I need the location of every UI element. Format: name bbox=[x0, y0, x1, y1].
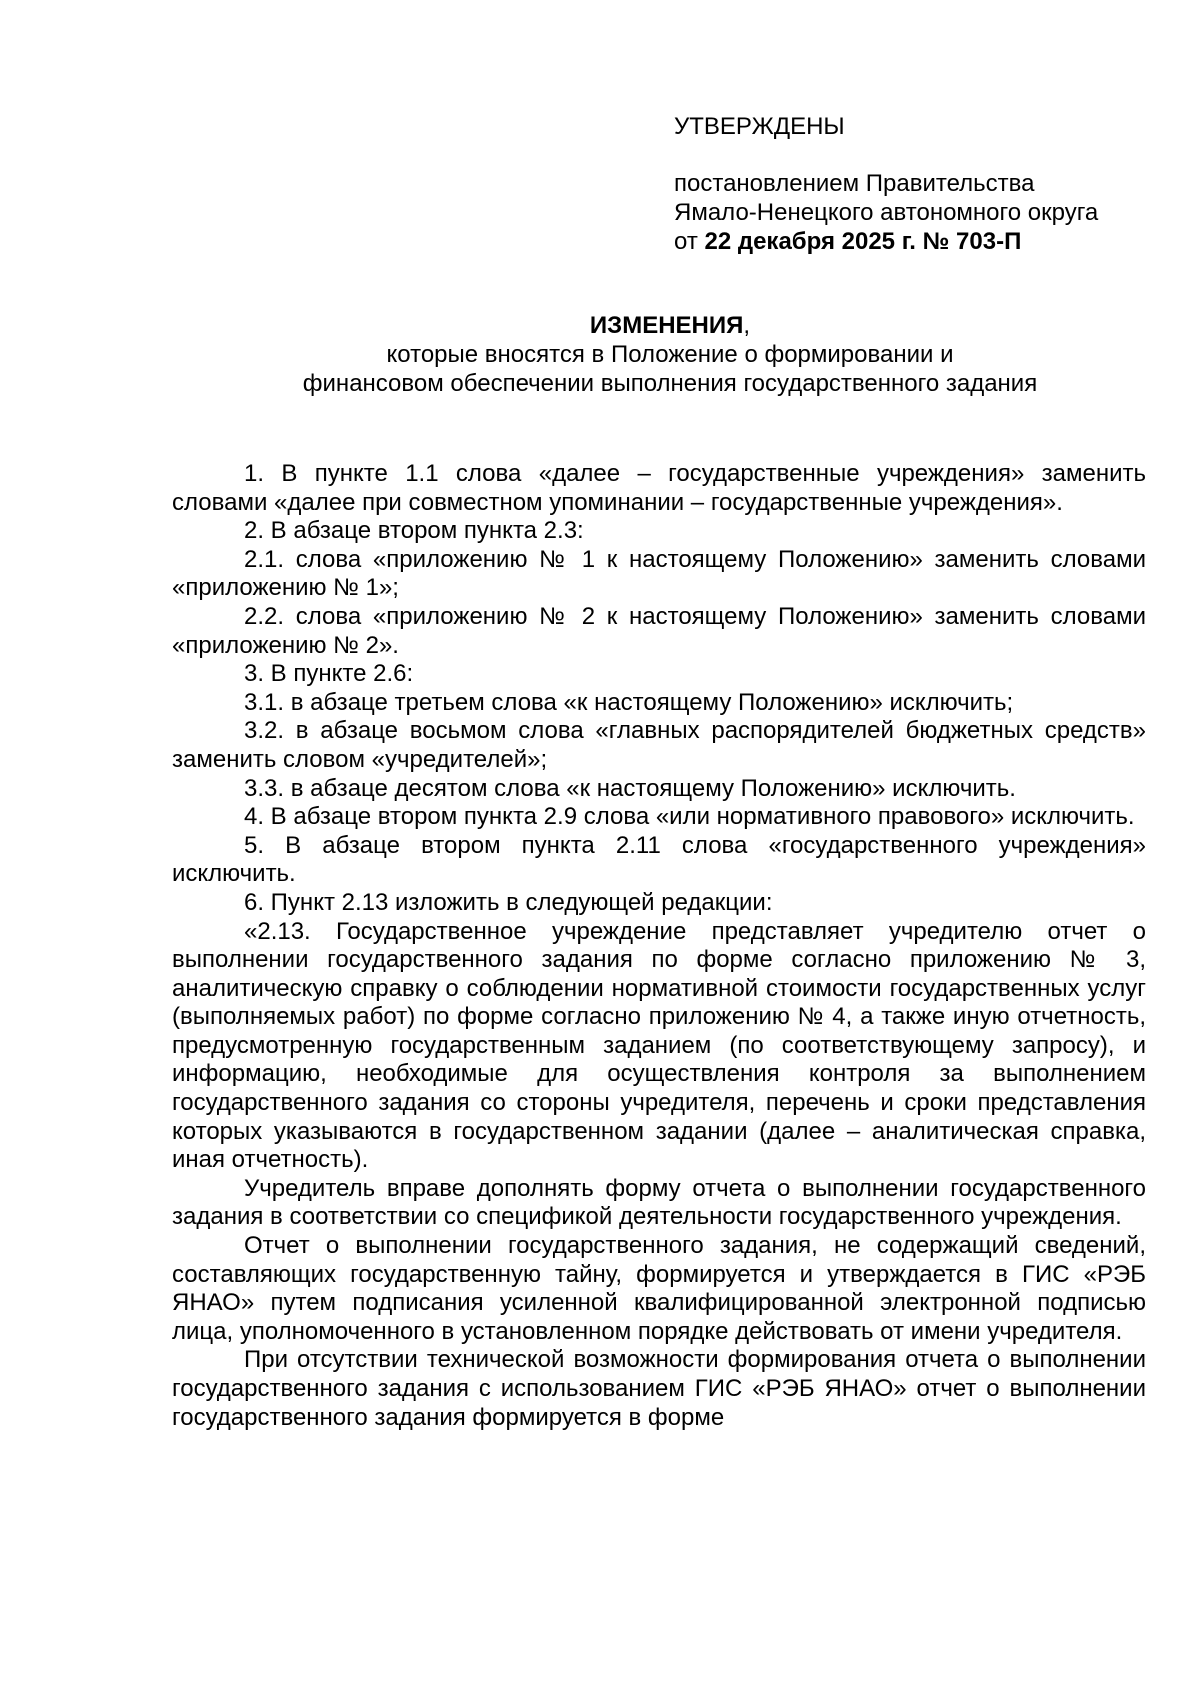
approval-stamp: УТВЕРЖДЕНЫ bbox=[674, 113, 845, 140]
document-title bbox=[170, 311, 1170, 398]
document-body bbox=[172, 460, 1146, 1432]
paragraph: 5. В абзаце втором пункта 2.11 слова «государственного учреждения» исключить. bbox=[172, 831, 1146, 888]
paragraph: 3.1. в абзаце третьем слова «к настоящему Положению» исключить; bbox=[244, 688, 1014, 716]
approval-block bbox=[674, 112, 1174, 256]
approval-date-value: 22 декабря 2025 г. № 703-П bbox=[704, 228, 1022, 255]
paragraph: 2. В абзаце втором пункта 2.3: bbox=[244, 517, 584, 545]
paragraph: 3. В пункте 2.6: bbox=[244, 660, 414, 688]
approval-line-1: постановлением Правительства bbox=[674, 170, 1035, 197]
paragraph: «2.13. Государственное учреждение представляет учредителю отчет о выполнении государственного задания по форме согласно приложению № 3, аналитическую справку о соблюдении нормативной стоимости государственных услуг (выполняемых работ) по форме согласно приложению № 4, а также иную отчетность, предусмотренную государственным заданием (по соответствующему запросу), и информацию, необходимые для осуществления контроля за выполнением государственного задания со стороны учредителя, перечень и сроки представления которых указываются в государственном задании (далее – аналитическая справка, иная отчетность). bbox=[172, 917, 1146, 1174]
paragraph: При отсутствии технической возможности формирования отчета о выполнении государственного задания с использованием ГИС «РЭБ ЯНАО» отчет о выполнении государственного задания формируется в форме bbox=[172, 1346, 1146, 1431]
paragraph: 2.2. слова «приложению № 2 к настоящему Положению» заменить словами «приложению № 2». bbox=[172, 602, 1146, 659]
title-line-1: которые вносятся в Положение о формировании и bbox=[386, 341, 954, 368]
paragraph: 1. В пункте 1.1 слова «далее – государственные учреждения» заменить словами «далее при совместном упоминании – государственные учреждения». bbox=[172, 460, 1146, 516]
title-heading: ИЗМЕНЕНИЯ bbox=[589, 312, 744, 339]
approval-date bbox=[674, 227, 1174, 256]
paragraph: Отчет о выполнении государственного задания, не содержащий сведений, составляющих государственную тайну, формируется и утверждается в ГИС «РЭБ ЯНАО» путем подписания усиленной квалифицированной электронной подписью лица, уполномоченного в установленном порядке действовать от имени учредителя. bbox=[172, 1232, 1146, 1345]
paragraph: 3.3. в абзаце десятом слова «к настоящему Положению» исключить. bbox=[244, 774, 1016, 802]
title-heading-suffix: , bbox=[743, 312, 751, 339]
paragraph: 6. Пункт 2.13 изложить в следующей редакции: bbox=[244, 888, 773, 916]
title-line-2: финансовом обеспечении выполнения государственного задания bbox=[302, 370, 1038, 397]
paragraph: 3.2. в абзаце восьмом слова «главных распорядителей бюджетных средств» заменить словом «учредителей»; bbox=[172, 717, 1146, 773]
approval-date-prefix: от bbox=[674, 228, 698, 255]
paragraph: Учредитель вправе дополнять форму отчета о выполнении государственного задания в соответствии со спецификой деятельности государственного учреждения. bbox=[172, 1174, 1146, 1231]
approval-line-2: Ямало-Ненецкого автономного округа bbox=[674, 199, 1099, 226]
paragraph: 2.1. слова «приложению № 1 к настоящему Положению» заменить словами «приложению № 1»; bbox=[172, 545, 1146, 602]
paragraph: 4. В абзаце втором пункта 2.9 слова «или нормативного правового» исключить. bbox=[244, 803, 1135, 831]
title-heading-line bbox=[170, 311, 1170, 340]
